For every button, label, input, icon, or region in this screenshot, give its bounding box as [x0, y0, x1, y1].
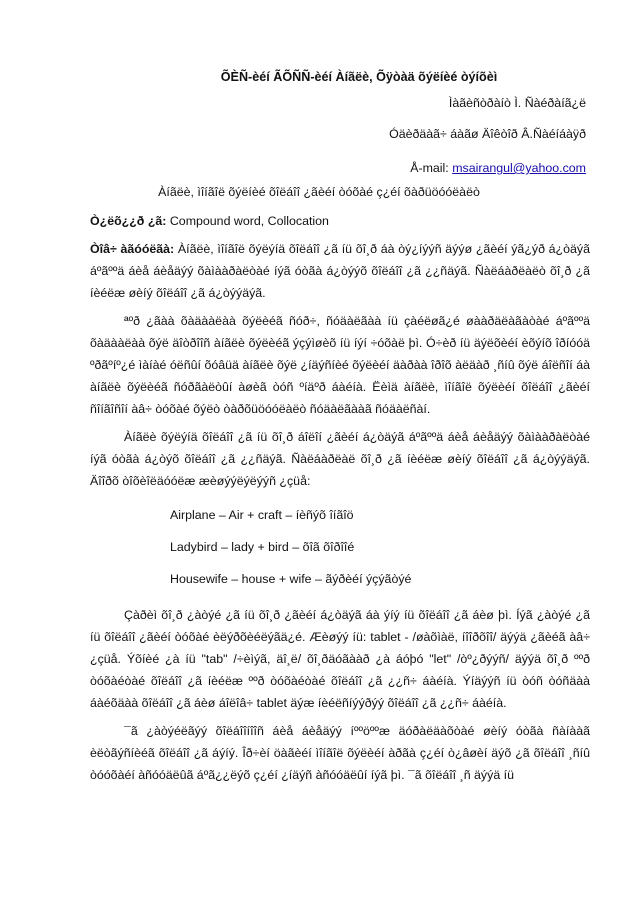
- body-paragraph: ¯ã ¿àòýéëãýý õîëáîîíîîñ áèå áèåäýý íººöººæ äóðàëäàõòàé øèíý óòãà ñàíààã èëòãýñíèéã õîëáîî ¿ã áýíý. Îð÷èí öàãèéí ìîíãîë õýëèéí àðãà ç¿éí ò¿âøèí äýõ ¿ã õîëáîî ¸ñíû òóóõàéí àñóóäëûã áºã¿¿ëýõ ç¿éí ¿íäýñ àñóóäëûí íýã þì. ¯ã õîëáîî ¸ñ äýýä íü: [90, 724, 590, 782]
- abstract-text: Àíãëè, ìîíãîë õýëýíä õîëáîî ¿ã íü õî¸ð áà òý¿íýýñ äýýø ¿ãèéí ýã¿ýð á¿òäýã áºãººä áèå áèåäýý õàìààðàëòàé íýã óòãà á¿òýýõ õîëáîî ¿ã ¿¿ñäýã. Ñàëáàðëàëò õî¸ð ¿ã íèéëæ øèíý õîëáîî ¿ã á¿òýýäýã.: [90, 242, 590, 300]
- example-item: Airplane – Air + craft – íèñýõ îíãîö: [170, 508, 354, 522]
- author-affiliation: Óäèðäàã÷ áàãø Äîêòîð Â.Ñàéíáàÿð: [389, 127, 586, 141]
- keywords-line: [90, 210, 590, 232]
- keywords-value: Compound word, Collocation: [166, 214, 329, 228]
- abstract-label: Òîâ÷ àãóóëãà:: [90, 242, 175, 256]
- paper-subtitle: Àíãëè, ìîíãîë õýëíèé õîëáîî ¿ãèéí òóõàé ç¿éí õàðüöóóëàëò: [158, 185, 480, 199]
- keywords-label: Ò¿ëõ¿¿ð ¿ã:: [90, 214, 167, 228]
- email-label: Å-mail:: [410, 161, 453, 175]
- email-link[interactable]: msairangul@yahoo.com: [452, 161, 586, 175]
- abstract-paragraph: [90, 238, 590, 304]
- body-paragraph: Çàðèì õî¸ð ¿àòýé ¿ã íü õî¸ð ¿ãèéí á¿òäýã áà ýíý íü õîëáîî ¿ã áèø þì. Íýã ¿àòýé ¿ã íü õîëáîî ¿ãèéí òóõàé èëýðõèéëýãä¿é. Æèøýý íü: tablet - /øàõìàë, íîîðõîî/ äýýä ¿ãèéã àâ÷ ¿çüå. Ýõíèé ¿à íü "tab" /÷èìýã, äî¸ë/ õî¸ðäóãààð ¿à áóþó "let" /òº¿ðýýñ/ äýýä õî¸ð ººð òóõàéòàé õîëáîî ¿ã íèéëæ ººð òóõàéòàé õîëáîî ¿ã ¿¿ñ÷ áàéíà. Ýíäýýñ íü òóñ òóñäàà áàéõäàà õîëáîî ¿ã áèø áîëîâ÷ tablet äýæ íèéëñíýýðýý õîëáîî ¿ã ¿¿ñ÷ áàéíà.: [90, 608, 590, 710]
- body-paragraph: Àíãëè õýëýíä õîëáîî ¿ã íü õî¸ð áîëîí ¿ãèéí á¿òäýã áºãººä áèå áèåäýý õàìààðàëòàé íýã óòãà á¿òýõ õîëáîî ¿ã ¿¿ñäýã. Ñàëáàðëàë õî¸ð ¿ã íèéëæ øèíý õîëáîî ¿ã á¿òýýäýã. Äîîðõ òîõèîëäóóëæ æèøýýëýëýýñ ¿çüå:: [90, 430, 590, 488]
- examples-list: [90, 504, 590, 590]
- paper-body: [90, 210, 590, 792]
- author-email: [410, 161, 586, 175]
- paper-title: ÕÈÑ-èéí ÃÕÑÑ-èéí Àíãëè, Õÿòàä õýëíèé òýíõèì: [220, 70, 498, 84]
- body-paragraph: ªºð ¿ãàà õàäààëàà õýëèéã ñóð÷, ñóäàëãàà íü çàéëøã¿é øààðäëàãàòàé áºãººä õàäààëàà õýë äîòðîîñ àíãëè õýëèéã ýçýìøèõ íü íýí ÷óõàë þì. Ó÷èð íü äýëõèéí èõýíõ îðíóóä ºðãºíº¿é ìàíàé óëñûí õóâüä àíãëè õýë ¿íäýñíèé õýëèéí äàðàà îðîõ àëäàð ¸ñíû õýë áîëñîí áà àíãëè õýëèéã ñóðãàëòûí àøèã òóñ ºíäºð áàéíà. Ëèìä àíãëè, ìîíãîë õýëèéí õîëáîî ¿ãèéí ñîíãîñîí àâ÷ òóõàé õýëò òàðõüöóóëàëò ñóäàëãààã ñóäàëñàí.: [90, 314, 590, 416]
- author-name: Ìàãèñòðàíò Ì. Ñàéðàíã¿ë: [448, 96, 586, 110]
- example-item: Ladybird – lady + bird – õîã õîðîîé: [170, 540, 355, 554]
- example-item: Housewife – house + wife – ãýðèéí ýçýãòýé: [170, 572, 412, 586]
